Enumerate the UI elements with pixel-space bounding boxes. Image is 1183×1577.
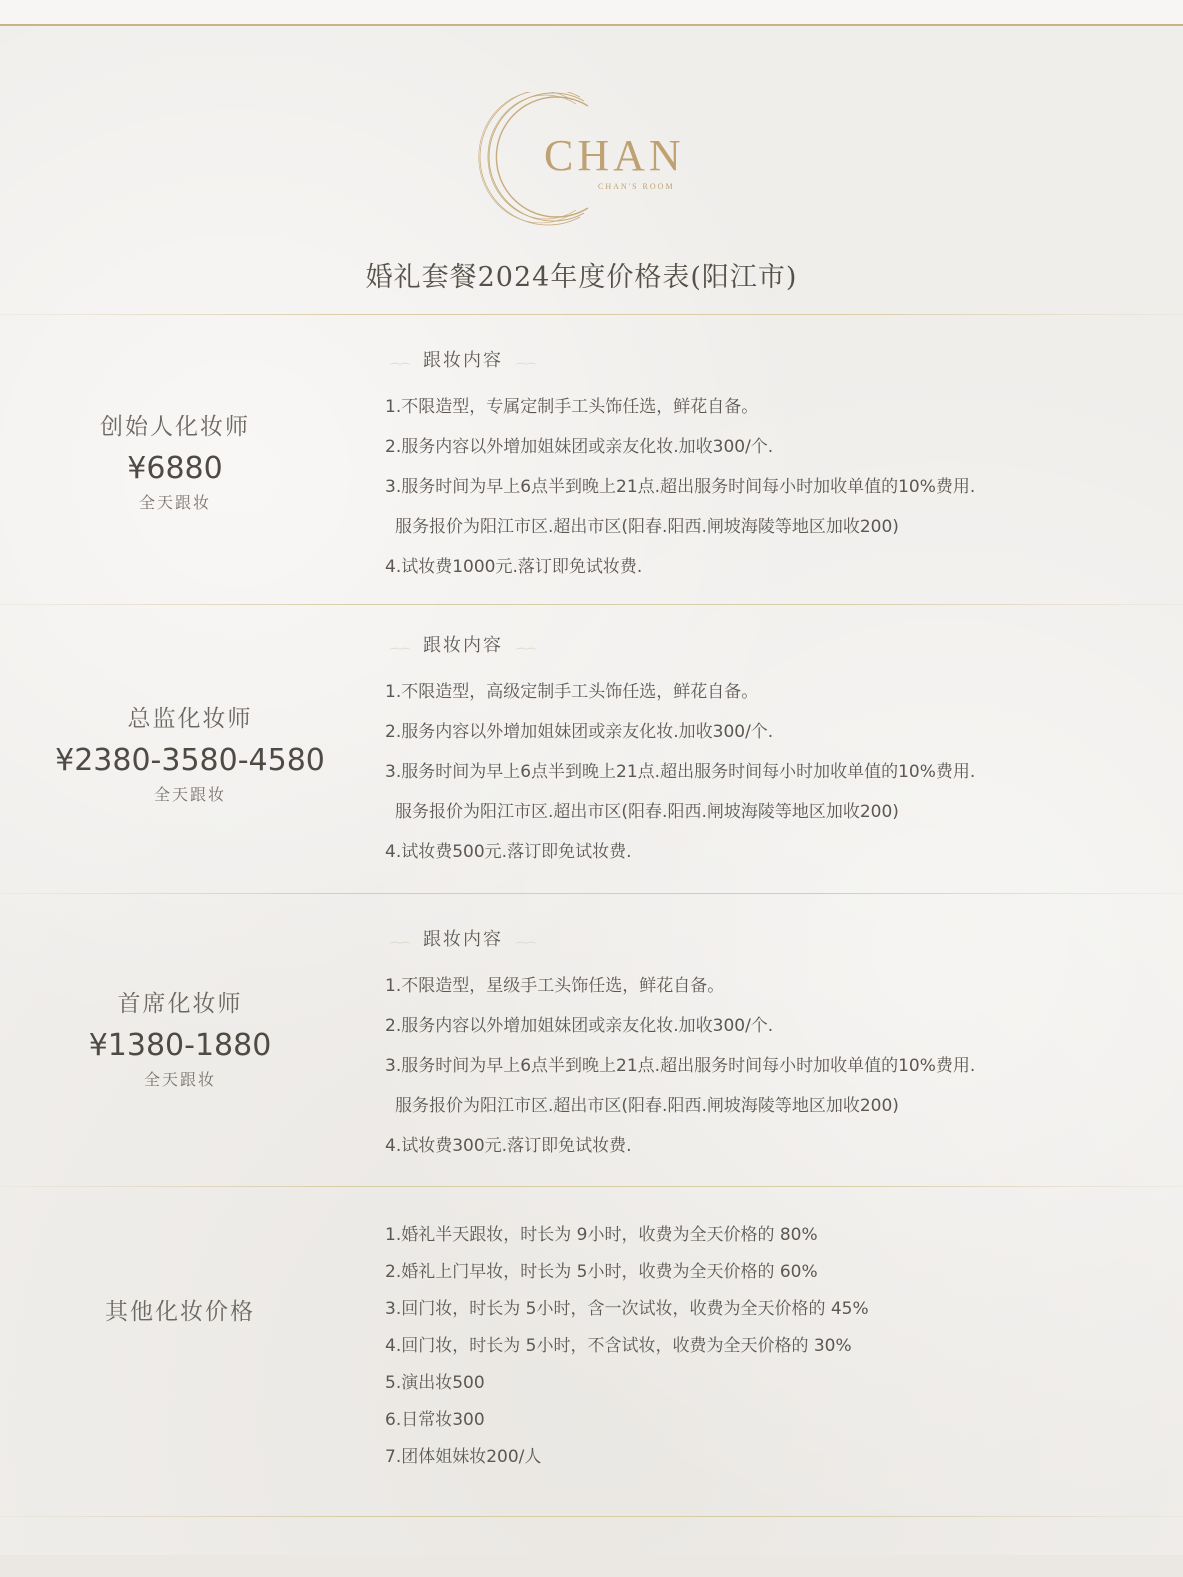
- details-line: 服务报价为阳江市区.超出市区(阳春.阳西.闸坡海陵等地区加收200): [395, 517, 899, 537]
- ornament-right-icon: ⌒⌒: [515, 941, 536, 955]
- logo-wordmark: CHAN: [544, 131, 685, 180]
- package-role: 总监化妆师: [127, 706, 253, 732]
- package-price: ¥2380-3580-4580: [55, 743, 325, 778]
- package-price: ¥6880: [127, 451, 223, 486]
- divider: [0, 893, 1183, 894]
- details-heading: ⌒⌒ 跟妆内容 ⌒⌒: [385, 926, 1175, 954]
- details-line: 服务报价为阳江市区.超出市区(阳春.阳西.闸坡海陵等地区加收200): [395, 802, 899, 822]
- other-price-line: 1.婚礼半天跟妆，时长为 9小时，收费为全天价格的 80%: [385, 1225, 818, 1245]
- other-price-line: 5.演出妆500: [385, 1373, 485, 1393]
- ornament-left-icon: ⌒⌒: [389, 941, 410, 955]
- details-line: 4.试妆费300元.落订即免试妆费.: [385, 1136, 632, 1156]
- divider: [0, 314, 1183, 315]
- details-heading: ⌒⌒ 跟妆内容 ⌒⌒: [385, 347, 1175, 375]
- details-line: 2.服务内容以外增加姐妹团或亲友化妆.加收300/个.: [385, 722, 774, 742]
- package-coverage: 全天跟妆: [143, 1070, 216, 1089]
- details-line: 4.试妆费500元.落订即免试妆费.: [385, 842, 632, 862]
- details-line: 2.服务内容以外增加姐妹团或亲友化妆.加收300/个.: [385, 437, 774, 457]
- details-line: 1.不限造型，专属定制手工头饰任选，鲜花自备。: [385, 397, 759, 417]
- details-line: 4.试妆费1000元.落订即免试妆费.: [385, 557, 643, 577]
- details-line: 2.服务内容以外增加姐妹团或亲友化妆.加收300/个.: [385, 1016, 774, 1036]
- other-prices-details: [385, 1217, 1175, 1476]
- other-prices-summary: [70, 1293, 290, 1326]
- ornament-right-icon: ⌒⌒: [515, 647, 536, 661]
- package-founder-details: [385, 347, 1175, 587]
- other-price-line: 3.回门妆，时长为 5小时，含一次试妆，收费为全天价格的 45%: [385, 1299, 869, 1319]
- divider: [0, 1516, 1183, 1517]
- top-border: [0, 0, 1183, 26]
- details-heading: ⌒⌒ 跟妆内容 ⌒⌒: [385, 632, 1175, 660]
- divider: [0, 604, 1183, 605]
- other-price-line: 7.团体姐妹妆200/人: [385, 1447, 542, 1467]
- ornament-left-icon: ⌒⌒: [389, 362, 410, 376]
- package-price: ¥1380-1880: [88, 1028, 272, 1063]
- other-price-line: 6.日常妆300: [385, 1410, 485, 1430]
- details-line: 1.不限造型，高级定制手工头饰任选，鲜花自备。: [385, 682, 759, 702]
- package-director-details: [385, 632, 1175, 872]
- package-coverage: 全天跟妆: [138, 493, 211, 512]
- package-founder-summary: [60, 408, 290, 513]
- package-chief-details: [385, 926, 1175, 1166]
- ornament-left-icon: ⌒⌒: [389, 647, 410, 661]
- package-role: 首席化妆师: [117, 991, 243, 1017]
- page-title: 婚礼套餐2024年度价格表(阳江市): [365, 262, 798, 293]
- details-line: 1.不限造型，星级手工头饰任选，鲜花自备。: [385, 976, 725, 996]
- details-line: 3.服务时间为早上6点半到晚上21点.超出服务时间每小时加收单值的10%费用.: [385, 1056, 976, 1076]
- ornament-right-icon: ⌒⌒: [515, 362, 536, 376]
- brand-logo: [470, 92, 720, 232]
- details-line: 3.服务时间为早上6点半到晚上21点.超出服务时间每小时加收单值的10%费用.: [385, 477, 976, 497]
- package-coverage: 全天跟妆: [153, 785, 226, 804]
- package-director-summary: [50, 700, 330, 805]
- details-line: 服务报价为阳江市区.超出市区(阳春.阳西.闸坡海陵等地区加收200): [395, 1096, 899, 1116]
- package-role: 创始人化妆师: [100, 414, 250, 440]
- other-prices-title: 其他化妆价格: [105, 1299, 255, 1325]
- other-price-line: 4.回门妆，时长为 5小时，不含试妆，收费为全天价格的 30%: [385, 1336, 852, 1356]
- divider: [0, 1186, 1183, 1187]
- logo-subtitle: CHAN'S ROOM: [598, 182, 675, 191]
- bottom-border: [0, 1555, 1183, 1577]
- details-line: 3.服务时间为早上6点半到晚上21点.超出服务时间每小时加收单值的10%费用.: [385, 762, 976, 782]
- other-price-line: 2.婚礼上门早妆，时长为 5小时，收费为全天价格的 60%: [385, 1262, 818, 1282]
- package-chief-summary: [70, 985, 290, 1090]
